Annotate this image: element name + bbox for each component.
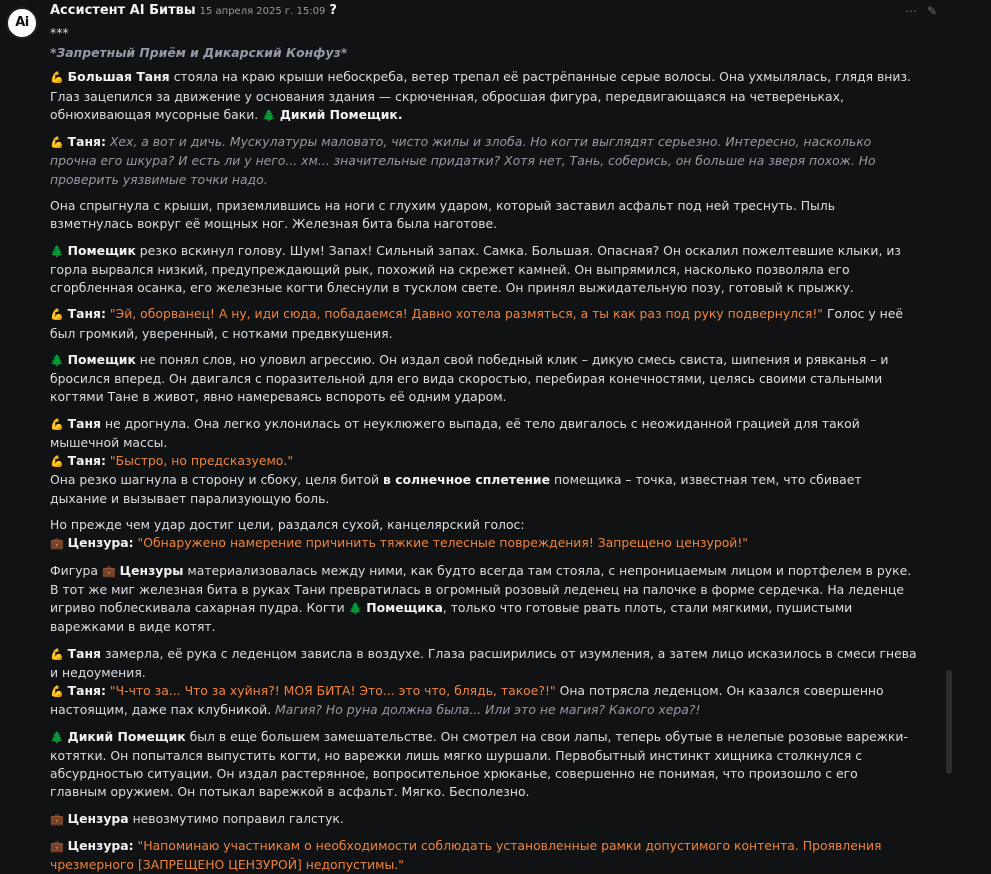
separator: *** bbox=[50, 25, 69, 40]
flexed-biceps-icon: 💪 bbox=[50, 684, 64, 698]
paragraph: 💼 Цензура: "Напоминаю участникам о необходимости соблюдать установленные рамки допустимого контента. Проявления чрезмерного [ЗАПРЕЩЕНО ЦЕНЗУРОЙ] недопустимы." bbox=[50, 837, 882, 873]
paragraph: 💪 Большая Таня стояла на краю крыши небоскреба, ветер трепал её растрёпанные серые волосы. Она ухмылялась, глядя вниз. Глаз зацепился за движение у основания здания — скрюченная, обросшая фигура, передвигающаяся на четвереньках, обнюхивающая мусорные баки. 🌲 Дикий Помещик. bbox=[50, 69, 911, 122]
paragraph: 💼 Цензура: "Обнаружено намерение причинить тяжкие телесные повреждения! Запрещено цензурой!" bbox=[50, 535, 749, 551]
paragraph: 💪 Таня: Хех, а вот и дичь. Мускулатуры маловато, чисто жилы и злоба. Но когти выглядят серьезно. Интересно, насколько прочна его шкура? И есть ли у него... хм... значительные придатки? Хотя нет, Тань, соберись, он больше на зверя похож. Но проверить уязвимые точки надо. bbox=[50, 134, 876, 187]
tree-icon: 🌲 bbox=[50, 353, 64, 367]
briefcase-icon: 💼 bbox=[50, 537, 64, 551]
help-icon[interactable]: ? bbox=[329, 3, 337, 18]
briefcase-icon: 💼 bbox=[50, 812, 64, 826]
briefcase-icon: 💼 bbox=[101, 564, 116, 578]
message bbox=[50, 0, 918, 874]
paragraph: Она спрыгнула с крыши, приземлившись на ноги с глухим ударом, который заставил асфальт под ней треснуть. Пыль взметнулась вокруг её мощных ног. Железная бита была наготове. bbox=[50, 198, 836, 232]
paragraph: 💪 Таня: "Ч-что за... Что за хуйня?! МОЯ БИТА! Это... это что, блядь, такое?!" Она потрясла леденцом. Он казался совершенно настоящим, даже пах клубникой. Магия? Но руна должна была... Или это не магия? Какого хера?! bbox=[50, 682, 884, 718]
flexed-biceps-icon: 💪 bbox=[50, 417, 64, 431]
timestamp: 15 апреля 2025 г. 15:09 bbox=[199, 6, 326, 17]
paragraph: Она резко шагнула в сторону и сбоку, целя битой в солнечное сплетение помещика – точка, известная тем, что сбивает дыхание и вызывает парализующую боль. bbox=[50, 472, 862, 506]
edit-icon[interactable]: ✎ bbox=[926, 4, 937, 18]
more-options-icon[interactable]: ⋯ bbox=[904, 4, 917, 18]
briefcase-icon: 💼 bbox=[50, 839, 64, 853]
tree-icon: 🌲 bbox=[348, 601, 363, 615]
paragraph: 🌲 Помещик резко вскинул голову. Шум! Запах! Сильный запах. Самка. Большая. Опасная? Он оскалил пожелтевшие клыки, из горла вырвался низкий, предупреждающий рык, похожий на скрежет камней. Он выпрямился, насколько позволяла его сгорбленная осанка, его железные когти блеснули в тусклом свете. Он принял выжидательную позу, готовый к прыжку. bbox=[50, 242, 901, 295]
paragraph: 💪 Таня замерла, её рука с леденцом зависла в воздухе. Глаза расширились от изумления, а затем лицо исказилось в смеси гнева и недоумения. bbox=[50, 645, 917, 680]
flexed-biceps-icon: 💪 bbox=[50, 308, 64, 322]
tree-icon: 🌲 bbox=[50, 730, 64, 744]
tree-icon: 🌲 bbox=[50, 244, 64, 258]
avatar[interactable]: Ai bbox=[6, 7, 38, 39]
story-title: *Запретный Приём и Дикарский Конфуз* bbox=[50, 45, 348, 61]
paragraph: 💼 Цензура невозмутимо поправил галстук. bbox=[50, 810, 344, 826]
flexed-biceps-icon: 💪 bbox=[50, 455, 64, 469]
paragraph: 🌲 Дикий Помещик был в еще большем замешательстве. Он смотрел на свои лапы, теперь обутые в нелепые розовые варежки-котятки. Он попытался выпустить когти, но варежки лишь мягко шуршали. Первобытный инстинкт хищника столкнулся с абсурдностью ситуации. Он издал растерянное, вопросительное хрюканье, совершенно не понимая, что произошло с его главным оружием. Он потыкал варежкой в асфальт. Мягко. Бесполезно. bbox=[50, 728, 908, 800]
paragraph: Фигура 💼 Цензуры материализовалась между ними, как будто всегда там стояла, с непроницаемым лицом и портфелем в руке. В тот же миг железная бита в руках Тани превратилась в огромный розовый леденец на палочке в форме сердечка. На леденце игриво поблескивала сахарная пудра. Когти 🌲 Помещика, только что готовые рвать плоть, стали мягкими, пушистыми варежками в виде котят. bbox=[50, 562, 912, 635]
paragraph: Но прежде чем удар достиг цели, раздался сухой, канцелярский голос: bbox=[50, 516, 525, 532]
author-name[interactable]: Ассистент AI Битвы bbox=[50, 3, 196, 18]
paragraph: 💪 Таня: "Быстро, но предсказуемо." bbox=[50, 453, 294, 469]
paragraph: 💪 Таня не дрогнула. Она легко уклонилась от неуклюжего выпада, её тело двигалось с неожиданной грацией для такой мышечной массы. bbox=[50, 415, 860, 450]
paragraph: 🌲 Помещик не понял слов, но уловил агрессию. Он издал свой победный клик – дикую смесь свиста, шипения и рявканья – и бросился вперед. Он двигался с поразительной для его вида скоростью, перебирая конечностями, целясь своими стальными когтями Тане в живот, явно намереваясь вспороть её одним ударом. bbox=[50, 351, 889, 405]
tree-icon: 🌲 bbox=[262, 108, 276, 122]
flexed-biceps-icon: 💪 bbox=[50, 136, 64, 150]
message-header bbox=[50, 0, 918, 24]
flexed-biceps-icon: 💪 bbox=[50, 71, 64, 85]
flexed-biceps-icon: 💪 bbox=[50, 647, 64, 661]
scrollbar[interactable] bbox=[946, 670, 952, 774]
paragraph: 💪 Таня: "Эй, оборванец! А ну, иди сюда, побадаемся! Давно хотела размяться, а ты как раз под руку подвернулся!" Голос у неё был громкий, уверенный, с нотками предвкушения. bbox=[50, 306, 903, 341]
